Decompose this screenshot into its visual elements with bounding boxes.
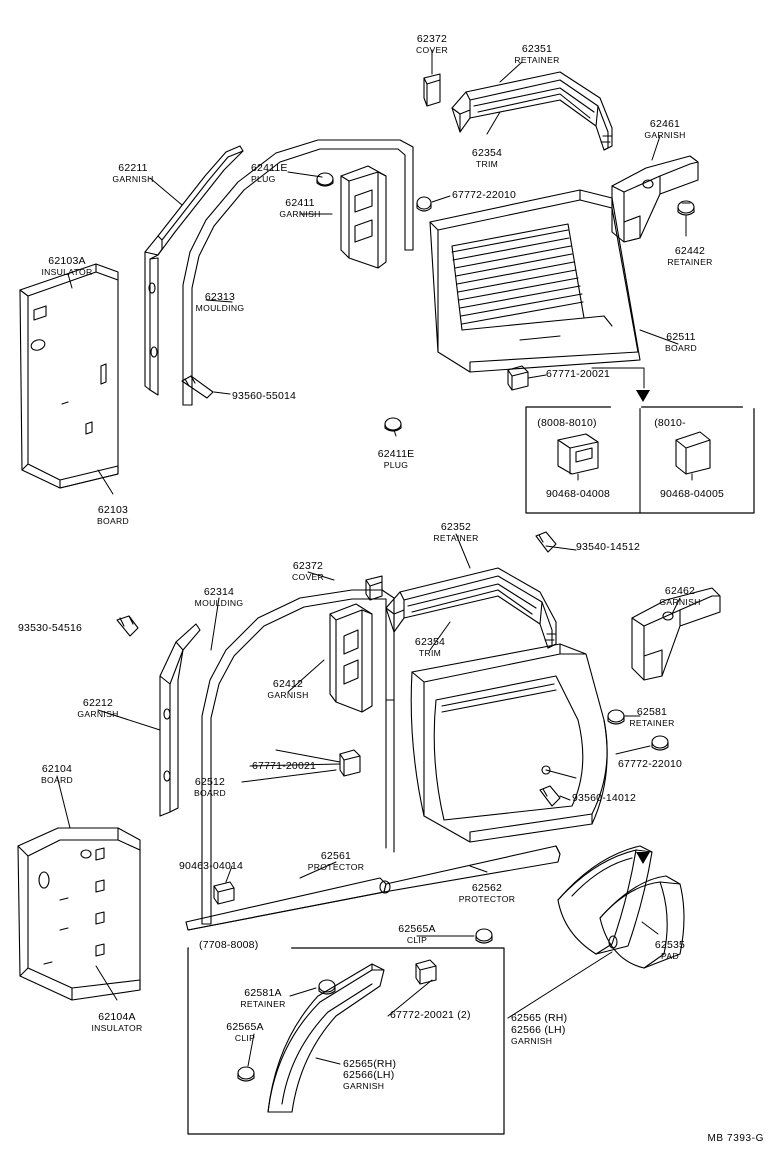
part-number: (8008-8010) <box>537 417 597 429</box>
part-description: PAD <box>661 950 679 961</box>
part-label-93560-55014 <box>232 391 296 403</box>
part-label-62411e <box>378 449 415 470</box>
part-label-62372 <box>292 561 324 582</box>
part-67772-22010-clip-top <box>417 197 431 211</box>
part-62103-board <box>60 466 118 488</box>
part-label-62565a <box>398 924 435 945</box>
part-label-93530-54516 <box>18 623 82 635</box>
part-description: RETAINER <box>514 54 560 65</box>
part-label-62512 <box>194 777 226 798</box>
part-description: BOARD <box>193 787 227 798</box>
part-number: 62372 <box>292 560 324 572</box>
part-label-62352 <box>433 522 478 543</box>
part-number: 62562 <box>471 882 503 894</box>
part-description: COVER <box>415 44 449 55</box>
part-number: 62535 <box>654 939 686 951</box>
part-label-62104a <box>91 1012 142 1033</box>
part-label-62581a <box>240 988 285 1009</box>
part-label-62372 <box>416 34 448 55</box>
part-number: 62354 <box>414 636 446 648</box>
leader-lines-top <box>68 50 692 550</box>
part-62411-garnish <box>341 166 386 268</box>
part-label--7708-8008- <box>199 940 258 952</box>
part-label-90468-04005 <box>660 489 724 501</box>
part-label-62535 <box>655 940 685 961</box>
part-description: GARNISH <box>112 173 154 184</box>
part-description: BOARD <box>96 515 130 526</box>
part-number: 93560-55014 <box>232 390 297 402</box>
part-number: 62313 <box>204 291 236 303</box>
part-90468-04008 <box>558 434 598 474</box>
part-description: CLIP <box>234 1032 256 1043</box>
part-number: 62561 <box>320 850 352 862</box>
part-number: 62462 <box>664 585 696 597</box>
part-number: 67771-20021 <box>546 368 611 380</box>
part-number: 62411E <box>377 448 415 460</box>
part-67771-20021-clip-top <box>508 366 528 390</box>
part-description: GARNISH <box>659 596 701 607</box>
part-description: COVER <box>291 571 325 582</box>
part-number: 62565A <box>226 1021 264 1033</box>
part-62372-cover-top <box>424 74 440 106</box>
part-label-67771-20021 <box>546 369 610 381</box>
part-number: 93540-14512 <box>576 541 641 553</box>
part-label-67771-20021 <box>252 761 316 773</box>
part-number: 62103 <box>97 504 129 516</box>
part-description: MOULDING <box>195 302 245 313</box>
part-number: 62211 <box>118 162 148 174</box>
part-62372-cover-bottom <box>366 576 382 600</box>
part-description: RETAINER <box>629 717 675 728</box>
part-62352-retainer <box>386 568 556 648</box>
part-label-62462 <box>659 586 700 607</box>
part-number: 62566 (LH) <box>511 1024 566 1036</box>
part-62412-garnish <box>330 604 372 712</box>
part-number: 62351 <box>521 43 553 55</box>
part-label-62351 <box>514 44 559 65</box>
part-number: 93530-54516 <box>18 622 83 634</box>
part-description: GARNISH <box>267 689 309 700</box>
part-label-62411 <box>279 198 320 219</box>
marker-triangle-top <box>636 390 650 402</box>
part-label-67772-20021-2- <box>390 1010 471 1022</box>
part-number: 62412 <box>272 678 304 690</box>
part-description: GARNISH <box>77 708 119 719</box>
part-label-67772-22010 <box>618 759 682 771</box>
part-label-62354 <box>472 148 502 169</box>
part-number: 62352 <box>440 521 472 533</box>
part-number: 62511 <box>666 331 696 343</box>
part-90463-04014-clip <box>214 882 234 904</box>
part-description: PLUG <box>251 173 276 184</box>
part-description: PROTECTOR <box>307 861 365 872</box>
part-62511-board <box>430 190 640 372</box>
part-description: PROTECTOR <box>458 893 516 904</box>
part-93560-14012-screw <box>540 786 560 806</box>
part-label-62566-lh- <box>343 1070 394 1091</box>
part-description: TRIM <box>418 647 442 658</box>
part-62512-board <box>411 644 607 842</box>
part-description: GARNISH <box>279 208 321 219</box>
part-number: 67772-22010 <box>452 189 517 201</box>
part-label-62104 <box>41 764 73 785</box>
part-description: TRIM <box>475 158 499 169</box>
part-label--8010- <box>654 418 686 430</box>
part-62351-retainer <box>452 72 612 150</box>
part-number: 67772-20021 (2) <box>390 1009 471 1021</box>
part-label-93560-14012 <box>572 793 636 805</box>
part-62565a-clip-inset <box>238 1067 254 1081</box>
part-number: 67772-22010 <box>618 758 683 770</box>
part-number: 62565 (RH) <box>511 1012 568 1024</box>
part-number: 62411E <box>251 162 288 174</box>
part-label-62581 <box>629 707 674 728</box>
part-number: 62512 <box>194 776 226 788</box>
part-62314-moulding <box>202 590 394 924</box>
part-number: 90463-04014 <box>179 860 244 872</box>
part-number: (7708-8008) <box>199 939 259 951</box>
part-label-62566-lh- <box>511 1025 566 1046</box>
part-number: 62354 <box>471 147 503 159</box>
part-label-93540-14512 <box>576 542 640 554</box>
part-number: 62104A <box>98 1011 136 1023</box>
part-label-62103 <box>97 505 129 526</box>
part-description: RETAINER <box>240 998 286 1009</box>
part-62211-garnish <box>145 146 243 395</box>
part-label-67772-22010 <box>452 190 516 202</box>
part-label-62565a <box>226 1022 263 1043</box>
part-number: 62442 <box>674 245 706 257</box>
part-number: 62565(RH) <box>343 1058 397 1070</box>
part-description: RETAINER <box>433 532 479 543</box>
part-62565a-clip-right <box>476 929 492 943</box>
part-description: MOULDING <box>194 597 244 608</box>
part-description: GARNISH <box>644 129 686 140</box>
part-67772-20021-clip-inset <box>416 960 436 984</box>
part-label-62561 <box>308 851 365 872</box>
part-description: INSULATOR <box>91 1022 143 1033</box>
part-label-62103a <box>41 256 92 277</box>
part-62411e-plug-top <box>317 173 333 186</box>
part-label-90463-04014 <box>179 861 243 873</box>
part-number: 62103A <box>48 255 86 267</box>
part-62103a-insulator <box>20 264 118 488</box>
part-93540-14512-screw <box>536 532 556 552</box>
part-number: 62104 <box>41 763 73 775</box>
part-label-62461 <box>644 119 685 140</box>
part-label-90468-04008 <box>546 489 610 501</box>
part-number: 62372 <box>416 33 448 45</box>
part-description: BOARD <box>40 774 74 785</box>
part-number: (8010- <box>654 417 686 429</box>
part-number: 93560-14012 <box>572 792 637 804</box>
part-62461-garnish <box>612 156 698 242</box>
part-label-62354 <box>415 637 445 658</box>
part-label-62442 <box>667 246 712 267</box>
part-label-62313 <box>196 292 245 313</box>
marker-triangle-bottom <box>636 852 650 864</box>
part-number: 62566(LH) <box>343 1069 395 1081</box>
part-90468-04005 <box>676 432 710 474</box>
part-93530-54516-screw <box>117 616 138 636</box>
part-description: GARNISH <box>343 1080 385 1091</box>
part-number: 62581 <box>636 706 668 718</box>
part-93560-55014-screw <box>182 376 213 398</box>
part-description: BOARD <box>664 342 698 353</box>
part-number: 90468-04008 <box>545 488 611 500</box>
part-number: 62565A <box>398 923 436 935</box>
part-62581-retainer <box>608 710 624 724</box>
part-number: 62212 <box>82 697 114 709</box>
part-description: PLUG <box>383 459 409 470</box>
part-label--8008-8010- <box>537 418 596 430</box>
part-number: 62581A <box>244 987 282 999</box>
part-label-62411e <box>251 163 288 184</box>
part-description: RETAINER <box>667 256 713 267</box>
part-label-62562 <box>459 883 516 904</box>
part-62565-garnish-right <box>558 846 652 954</box>
part-description: GARNISH <box>511 1035 553 1046</box>
part-label-62314 <box>195 587 244 608</box>
part-number: 62314 <box>203 586 235 598</box>
part-label-62212 <box>77 698 118 719</box>
part-67772-22010-clip-bottom <box>652 736 668 750</box>
part-62104-board <box>18 828 140 1000</box>
part-number: 67771-20021 <box>252 760 317 772</box>
part-number: 62461 <box>649 118 681 130</box>
part-label-62511 <box>665 332 697 353</box>
drawing-code: MB 7393-G <box>707 1133 764 1144</box>
part-description: INSULATOR <box>41 266 93 277</box>
part-label-62211 <box>112 163 153 184</box>
part-description: CLIP <box>406 934 428 945</box>
part-67771-20021-clip-bottom <box>340 750 360 776</box>
part-62442-retainer <box>678 201 694 215</box>
part-62411e-plug-mid <box>385 418 401 431</box>
part-number: 90468-04005 <box>659 488 725 500</box>
part-label-62412 <box>267 679 308 700</box>
part-label-62565-rh- <box>511 1013 567 1025</box>
part-number: 62411 <box>285 197 315 209</box>
